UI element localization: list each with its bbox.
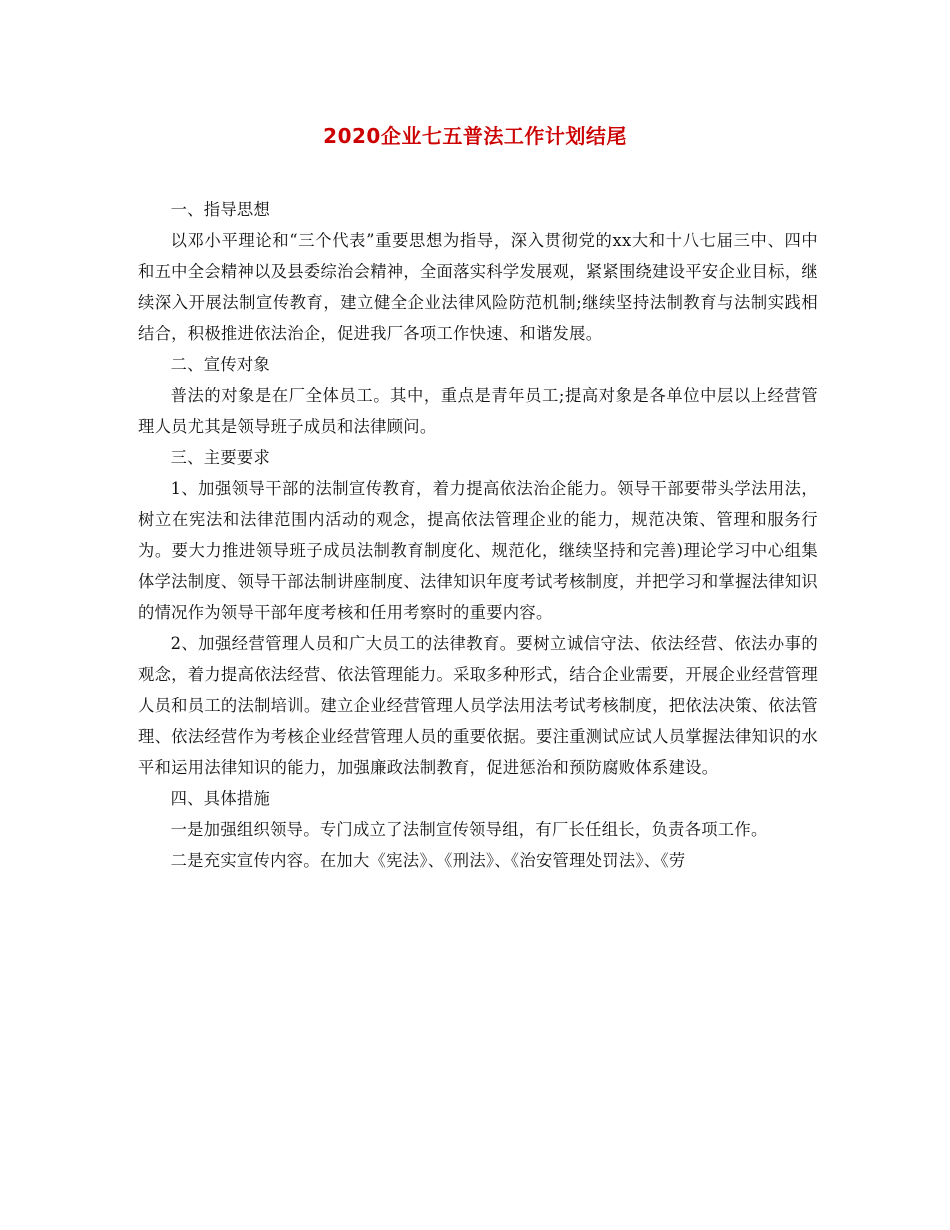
paragraph-measure-2: 二是充实宣传内容。在加大《宪法》、《刑法》、《治安管理处罚法》、《劳 [170,851,686,870]
section-heading-requirements: 三、主要要求 [170,448,271,467]
document-body [138,194,818,876]
paragraph-guiding-ideology: 以邓小平理论和“三个代表”重要思想为指导，深入贯彻党的xx大和十八七届三中、四中和五中全会精神以及县委综治会精神，全面落实科学发展观，紧紧围绕建设平安企业目标，继续深入开展法制宣传教育，建立健全企业法律风险防范机制;继续坚持法制教育与法制实践相结合，积极推进依法治企，促进我厂各项工作快速、和谐发展。 [138,231,818,343]
paragraph-audience: 普法的对象是在厂全体员工。其中，重点是青年员工;提高对象是各单位中层以上经营管理人员尤其是领导班子成员和法律顾问。 [138,386,818,436]
paragraph-measure-1: 一是加强组织领导。专门成立了法制宣传领导组，有厂长任组长，负责各项工作。 [170,820,768,839]
paragraph-requirement-1: 1、加强领导干部的法制宣传教育，着力提高依法治企能力。领导干部要带头学法用法，树立在宪法和法律范围内活动的观念，提高依法管理企业的能力，规范决策、管理和服务行为。要大力推进领导班子成员法制教育制度化、规范化，继续坚持和完善)理论学习中心组集体学法制度、领导干部法制讲座制度、法律知识年度考试考核制度，并把学习和掌握法律知识的情况作为领导干部年度考核和任用考察时的重要内容。 [138,479,818,622]
paragraph-requirement-2: 2、加强经营管理人员和广大员工的法律教育。要树立诚信守法、依法经营、依法办事的观念，着力提高依法经营、依法管理能力。采取多种形式，结合企业需要，开展企业经营管理人员和员工的法制培训。建立企业经营管理人员学法用法考试考核制度，把依法决策、依法管理、依法经营作为考核企业经营管理人员的重要依据。要注重测试应试人员掌握法律知识的水平和运用法律知识的能力，加强廉政法制教育，促进惩治和预防腐败体系建设。 [138,634,818,777]
section-heading-audience: 二、宣传对象 [170,355,271,374]
section-heading-guiding-ideology: 一、指导思想 [170,200,271,219]
document-title: 2020企业七五普法工作计划结尾 [323,124,627,148]
section-heading-measures: 四、具体措施 [170,789,271,808]
